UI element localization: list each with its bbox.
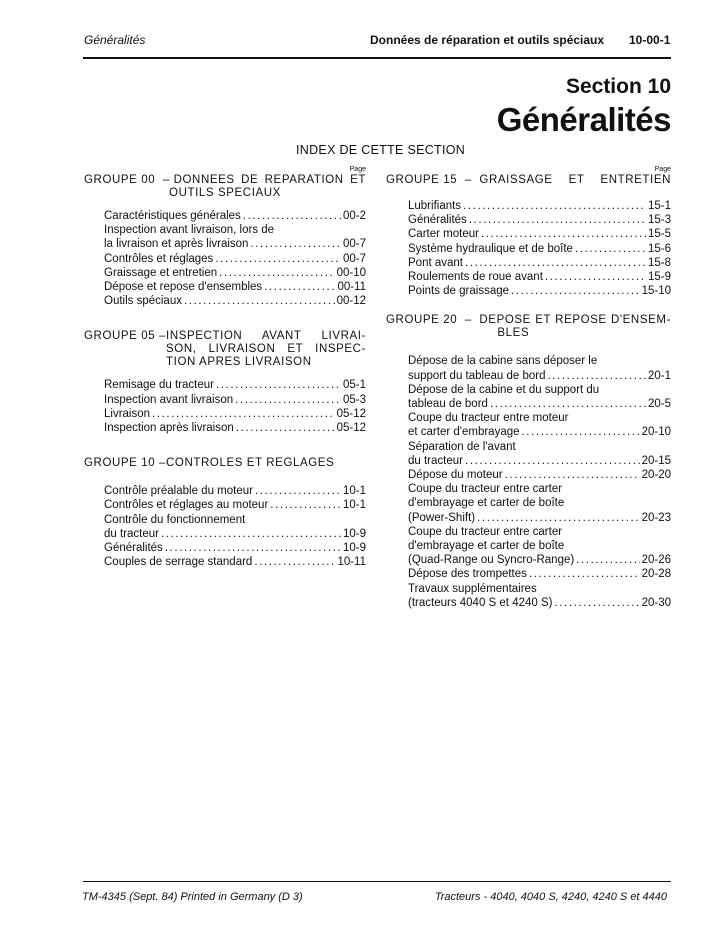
- section-title: Généralités: [496, 101, 671, 138]
- group-title-line: OUTILS SPECIAUX: [169, 187, 281, 199]
- group-title: [386, 174, 671, 187]
- toc-entry[interactable]: Généralités ..... 15-3: [408, 213, 671, 227]
- group-code: GROUPE 00 –: [84, 174, 174, 186]
- group-title: [84, 174, 366, 200]
- group-code: GROUPE 05 –: [84, 330, 167, 343]
- toc-entry[interactable]: la livraison et après livraison ..... 00-7: [104, 237, 366, 251]
- group-title-line: CONTROLES ET REGLAGES: [166, 457, 335, 470]
- toc-entry-line: Coupe du tracteur entre moteur: [408, 412, 569, 425]
- toc-entry-line: Inspection avant livraison, lors de: [104, 224, 275, 237]
- entry-list: [386, 199, 671, 298]
- toc-entry[interactable]: support du tableau de bord ..... 20-1: [408, 369, 671, 383]
- toc-entry[interactable]: Outils spéciaux ..... 00-12: [104, 294, 366, 308]
- toc-entry[interactable]: Lubrifiants ..... 15-1: [408, 199, 671, 213]
- toc-entry-line: Coupe du tracteur entre carter: [408, 483, 563, 496]
- group-title: [386, 314, 671, 340]
- toc-entry[interactable]: Inspection après livraison ..... 05-12: [104, 421, 366, 435]
- group-title: [84, 457, 366, 470]
- toc-entry[interactable]: Contrôles et réglages au moteur ..... 10-1: [104, 498, 366, 512]
- footer-models: Tracteurs - 4040, 4040 S, 4240, 4240 S et 4440: [434, 891, 667, 903]
- group-title-line: DEPOSE ET REPOSE D'ENSEM-: [479, 314, 671, 327]
- toc-entry[interactable]: Inspection avant livraison ..... 05-3: [104, 393, 366, 407]
- running-header-left: Généralités: [84, 33, 146, 47]
- group-00: [84, 174, 366, 308]
- header-rule: [83, 57, 671, 59]
- group-code: GROUPE 20 –: [386, 314, 480, 327]
- group-10: [84, 457, 366, 569]
- index-column-right: [386, 165, 671, 626]
- toc-entry[interactable]: du tracteur ..... 10-9: [104, 527, 366, 541]
- toc-entry-line: Coupe du tracteur entre carter: [408, 525, 563, 538]
- footer-publication: TM-4345 (Sept. 84) Printed in Germany (D 3): [82, 891, 303, 903]
- toc-entry[interactable]: Remisage du tracteur ..... 05-1: [104, 378, 366, 392]
- group-20: [386, 314, 671, 610]
- group-title-line: GRAISSAGE ET ENTRETIEN: [479, 174, 671, 186]
- toc-entry-line: Contrôle du fonctionnement: [104, 513, 246, 526]
- group-05: [84, 330, 366, 435]
- toc-entry[interactable]: Points de graissage ..... 15-10: [408, 284, 671, 298]
- toc-entry[interactable]: (tracteurs 4040 S et 4240 S) ..... 20-30: [408, 596, 671, 610]
- group-title-line: INSPECTION AVANT LIVRAI-: [166, 330, 366, 343]
- group-code: GROUPE 10 –: [84, 457, 167, 470]
- toc-entry[interactable]: (Power-Shift) ..... 20-23: [408, 511, 671, 525]
- toc-entry[interactable]: et carter d'embrayage ..... 20-10: [408, 425, 671, 439]
- group-title-line: BLES: [497, 327, 530, 340]
- toc-entry[interactable]: Contrôle préalable du moteur ..... 10-1: [104, 484, 366, 498]
- entry-list: [84, 209, 366, 308]
- toc-entry[interactable]: Système hydraulique et de boîte ..... 15-6: [408, 242, 671, 256]
- toc-entry[interactable]: Roulements de roue avant ..... 15-9: [408, 270, 671, 284]
- toc-entry-line: Travaux supplémentaires: [408, 582, 537, 595]
- group-15: [386, 174, 671, 298]
- toc-entry[interactable]: Couples de serrage standard ..... 10-11: [104, 555, 366, 569]
- group-title-line: DONNEES DE REPARATION ET: [173, 174, 366, 186]
- section-number: Section 10: [565, 75, 671, 98]
- toc-entry[interactable]: Dépose et repose d'ensembles ..... 00-11: [104, 280, 366, 294]
- page-number: 10-00-1: [629, 33, 671, 47]
- toc-entry-line: d'embrayage et carter de boîte: [408, 497, 565, 510]
- toc-entry[interactable]: Contrôles et réglages ..... 00-7: [104, 252, 366, 266]
- toc-entry-line: Dépose de la cabine sans déposer le: [408, 355, 598, 368]
- toc-entry[interactable]: Caractéristiques générales ..... 00-2: [104, 209, 366, 223]
- index-title: INDEX DE CETTE SECTION: [296, 143, 466, 157]
- toc-entry-line: Dépose de la cabine et du support du: [408, 383, 600, 396]
- page-column-label: Page: [349, 166, 366, 173]
- entry-list: [84, 378, 366, 435]
- toc-entry[interactable]: du tracteur ..... 20-15: [408, 454, 671, 468]
- toc-entry[interactable]: Carter moteur ..... 15-5: [408, 227, 671, 241]
- entry-list: [84, 484, 366, 569]
- group-code: GROUPE 15 –: [386, 174, 480, 186]
- page-column-label: Page: [654, 166, 671, 173]
- toc-entry-line: Séparation de l'avant: [408, 440, 516, 453]
- group-title: [84, 330, 366, 369]
- toc-entry[interactable]: Dépose des trompettes ..... 20-28: [408, 567, 671, 581]
- toc-entry-line: d'embrayage et carter de boîte: [408, 540, 565, 553]
- index-column-left: [84, 165, 366, 585]
- entry-list: [386, 354, 671, 610]
- toc-entry[interactable]: Graissage et entretien ..... 00-10: [104, 266, 366, 280]
- group-title-line: TION APRES LIVRAISON: [166, 356, 312, 369]
- toc-entry[interactable]: (Quad-Range ou Syncro-Range) ..... 20-26: [408, 553, 671, 567]
- toc-entry[interactable]: Pont avant ..... 15-8: [408, 256, 671, 270]
- toc-entry[interactable]: tableau de bord ..... 20-5: [408, 397, 671, 411]
- toc-entry[interactable]: Dépose du moteur ..... 20-20: [408, 468, 671, 482]
- group-title-line: SON, LIVRAISON ET INSPEC-: [166, 343, 366, 356]
- footer-rule: [83, 881, 671, 882]
- toc-entry[interactable]: Livraison ..... 05-12: [104, 407, 366, 421]
- toc-entry[interactable]: Généralités ..... 10-9: [104, 541, 366, 555]
- running-header-center: Données de réparation et outils spéciaux: [370, 33, 605, 47]
